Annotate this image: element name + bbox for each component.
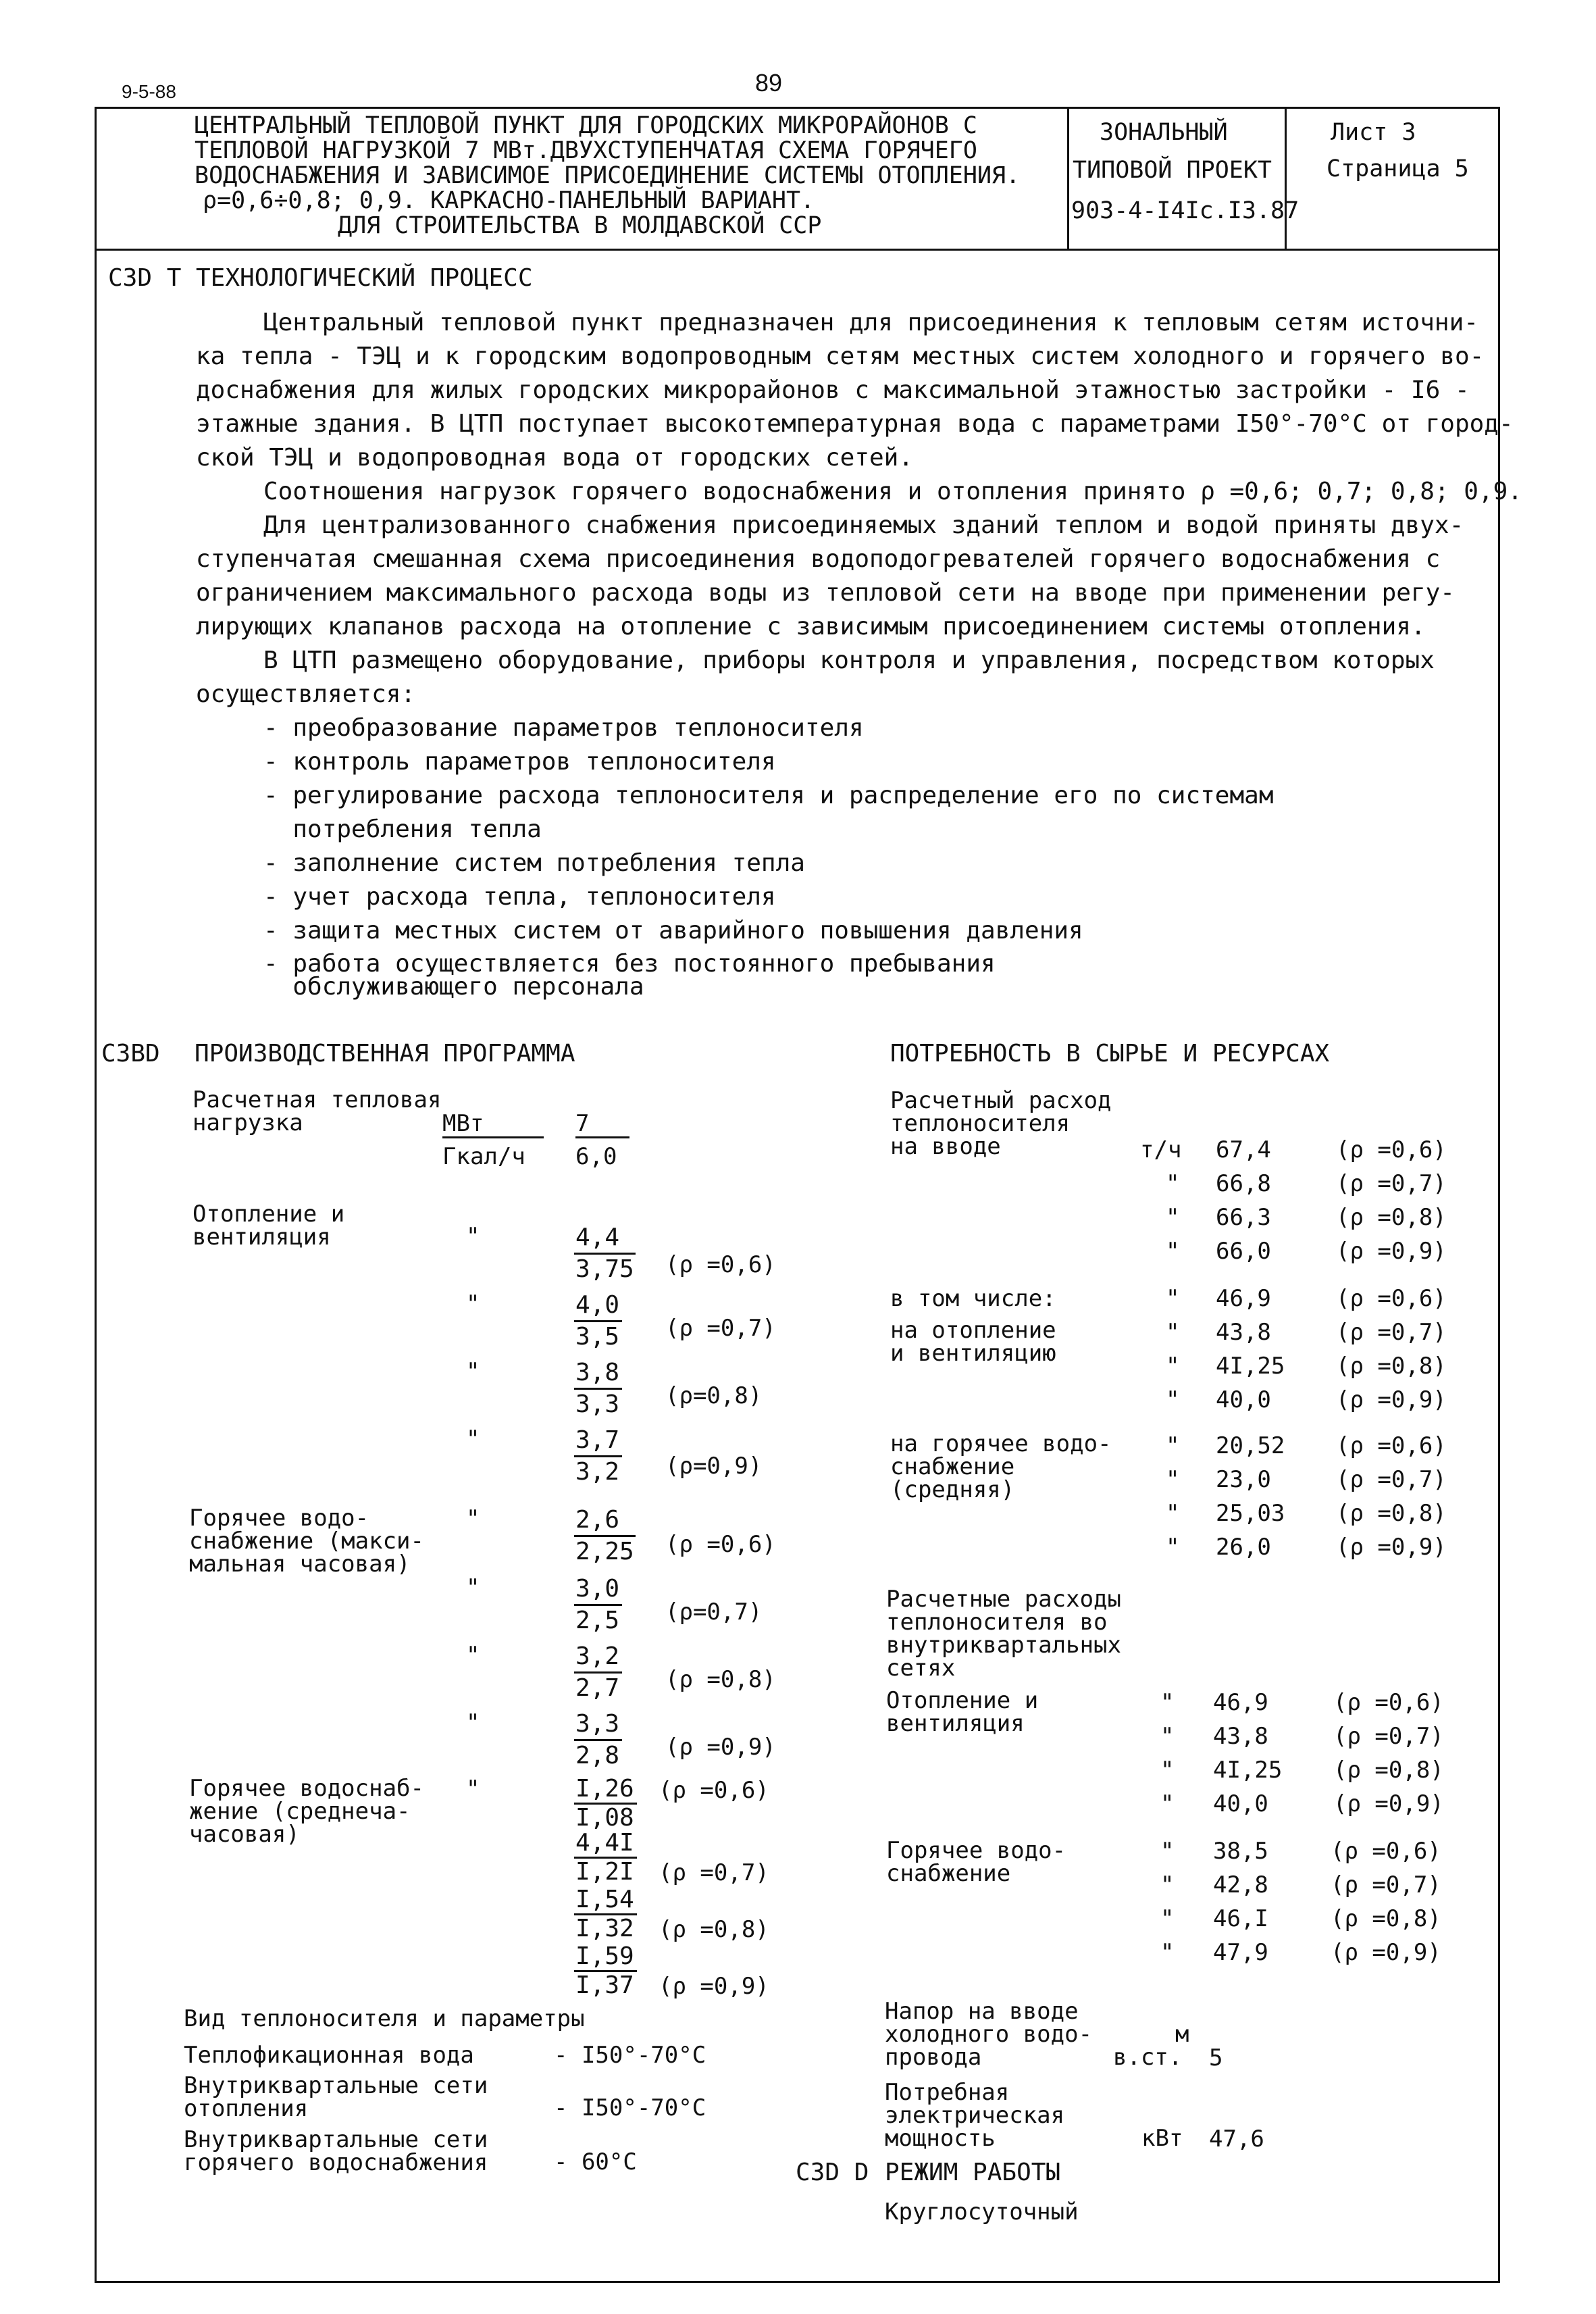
bullet-item: - контроль параметров теплоносителя: [263, 748, 776, 776]
rho-label: (ρ =0,9): [665, 1734, 776, 1761]
frac-bottom: 3,5: [575, 1323, 620, 1351]
title-block-divider-1: [1067, 107, 1069, 250]
bullet-item: - преобразование параметров теплоносителя: [263, 714, 864, 742]
params-title: Вид теплоносителя и параметры: [184, 2005, 585, 2032]
value-mw: 7: [575, 1111, 629, 1138]
heating-label: вентиляция: [192, 1224, 331, 1251]
ditto-mark: ": [1160, 1838, 1175, 1865]
paragraph-line: лирующих клапанов расхода на отопление с зависимым присоединением системы отопления.: [196, 613, 1426, 640]
hw-max-fraction-0-8: [574, 1642, 622, 1703]
rho-label: (ρ =0,7): [1336, 1319, 1447, 1346]
paragraph-line: В ЦТП размещено оборудование, приборы контроля и управления, посредством которых: [263, 647, 1435, 674]
frac-top: 4,4I: [574, 1830, 637, 1859]
bullet-item: потребления тепла: [263, 815, 542, 843]
sheet-label: Лист 3: [1331, 119, 1416, 146]
rho-label: (ρ =0,9): [1331, 1939, 1441, 1966]
unit-mw: МВт: [442, 1111, 544, 1138]
power-label: Потребная: [885, 2079, 1010, 2106]
inlet-label: теплоносителя: [890, 1110, 1071, 1137]
bullet-item: обслуживающего персонала: [263, 973, 644, 1001]
page-number: 89: [755, 69, 783, 97]
pressure-label: Напор на вводе: [885, 1998, 1079, 2025]
param-value: - I50°-70°C: [554, 2042, 706, 2069]
power-label: электрическая: [885, 2102, 1065, 2129]
incl-value: 40,0: [1216, 1386, 1271, 1413]
ditto-mark: ": [466, 1223, 480, 1250]
param-label: Теплофикационная вода: [184, 2042, 474, 2069]
rho-label: (ρ =0,8): [1336, 1500, 1447, 1527]
hw-max-label: мальная часовая): [189, 1551, 411, 1578]
project-type-1: ЗОНАЛЬНЫЙ: [1100, 119, 1228, 146]
rho-label: (ρ =0,8): [1333, 1757, 1444, 1784]
title-line-3: ВОДОСНАБЖЕНИЯ И ЗАВИСИМОЕ ПРИСОЕДИНЕНИЕ СИСТЕМЫ ОТОПЛЕНИЯ.: [195, 162, 1021, 189]
ditto-mark: ": [466, 1776, 480, 1803]
incl-label: и вентиляцию: [890, 1340, 1056, 1367]
rho-label: (ρ =0,6): [665, 1531, 776, 1558]
bullet-item: - учет расхода тепла, теплоносителя: [263, 883, 776, 911]
inlet-label: Расчетный расход: [890, 1087, 1112, 1114]
rho-label: (ρ =0,6): [1333, 1689, 1444, 1716]
paragraph-line: доснабжения для жилых городских микрорайонов с максимальной этажностью застройки - I6 -: [196, 376, 1470, 404]
hw-value: 25,03: [1216, 1500, 1285, 1527]
frac-top: I,54: [574, 1886, 637, 1915]
hw-avg-label: Горячее водоснаб-: [189, 1775, 424, 1802]
q-hw-label: снабжение: [886, 1860, 1011, 1887]
document-code: 9-5-88: [122, 81, 176, 102]
ditto-mark: ": [466, 1505, 480, 1532]
inlet-value: 66,8: [1216, 1170, 1271, 1197]
resources-title: ПОТРЕБНОСТЬ В СЫРЬЕ И РЕСУРСАХ: [890, 1040, 1330, 1067]
rho-label: (ρ =0,9): [659, 1973, 769, 2000]
q-hw-value: 46,I: [1213, 1905, 1268, 1932]
rho-label: (ρ =0,9): [1336, 1534, 1447, 1561]
unit-gcal: Гкал/ч: [442, 1143, 525, 1170]
param-value: - 60°C: [554, 2148, 637, 2175]
title-block-bottom: [95, 249, 1499, 251]
param-label: Внутриквартальные сети: [184, 2126, 488, 2153]
unit-t-per-h: т/ч: [1140, 1136, 1182, 1163]
frame-outer-top: [95, 107, 1499, 109]
hw-label: снабжение: [890, 1453, 1015, 1480]
rho-label: (ρ =0,7): [1336, 1170, 1447, 1197]
section1-code: C3D T: [108, 264, 182, 292]
hw-avg-label: жение (среднеча-: [189, 1798, 411, 1825]
incl-label: в том числе:: [890, 1285, 1056, 1312]
q-hw-value: 38,5: [1213, 1838, 1268, 1865]
paragraph-line: осуществляется:: [196, 680, 416, 708]
hw-avg-fraction-0-9: [574, 1943, 637, 1999]
value-gcal: 6,0: [575, 1143, 617, 1170]
q-heat-value: 46,9: [1213, 1689, 1268, 1716]
frac-top: 2,6: [574, 1505, 636, 1537]
paragraph-line: Соотношения нагрузок горячего водоснабжения и отопления принято ρ =0,6; 0,7; 0,8; 0,9.: [263, 478, 1522, 505]
page-label: Страница 5: [1327, 155, 1469, 182]
hw-avg-fraction-0-6: [574, 1776, 637, 1832]
ditto-mark: ": [1166, 1386, 1180, 1413]
project-type-2: ТИПОВОЙ ПРОЕКТ: [1073, 157, 1272, 184]
pressure-unit: м: [1175, 2021, 1189, 2048]
quarter-label: теплоносителя во: [886, 1609, 1108, 1636]
hw-avg-label: часовая): [189, 1821, 300, 1848]
paragraph-line: этажные здания. В ЦТП поступает высокотемпературная вода с параметрами I50°-70°C от город-: [196, 410, 1514, 438]
heating-fraction-0-7: [574, 1290, 622, 1352]
ditto-mark: ": [1166, 1534, 1180, 1561]
rho-label: (ρ =0,9): [1336, 1386, 1447, 1413]
param-label: отопления: [184, 2095, 309, 2122]
rho-label: (ρ =0,8): [1336, 1353, 1447, 1380]
ditto-mark: ": [466, 1574, 480, 1601]
pressure-unit: в.ст.: [1113, 2044, 1183, 2071]
inlet-value: 66,3: [1216, 1204, 1271, 1231]
ditto-mark: ": [1166, 1204, 1180, 1231]
project-code: 903-4-I4Ic.I3.87: [1071, 197, 1299, 224]
param-label: горячего водоснабжения: [184, 2149, 488, 2176]
power-label: мощность: [885, 2125, 996, 2152]
frac-bottom: I,2I: [575, 1858, 634, 1886]
power-unit: кВт: [1141, 2125, 1183, 2152]
bullet-item: - защита местных систем от аварийного повышения давления: [263, 917, 1083, 945]
load-label: нагрузка: [192, 1109, 303, 1136]
q-heat-value: 43,8: [1213, 1723, 1268, 1750]
ditto-mark: ": [1160, 1689, 1175, 1716]
pressure-label: провода: [885, 2044, 982, 2071]
hw-value: 23,0: [1216, 1466, 1271, 1493]
frac-top: 4,0: [574, 1290, 622, 1322]
paragraph-line: Центральный тепловой пункт предназначен для присоединения к тепловым сетям источни-: [263, 309, 1478, 336]
frac-top: 3,0: [574, 1574, 622, 1606]
heating-fraction-0-6: [574, 1223, 636, 1284]
q-hw-value: 42,8: [1213, 1871, 1268, 1898]
inlet-label: на вводе: [890, 1133, 1001, 1160]
load-label: Расчетная тепловая: [192, 1086, 442, 1113]
hw-max-fraction-0-7: [574, 1574, 622, 1636]
section3-code: C3D D: [796, 2159, 869, 2186]
paragraph-line: Для централизованного снабжения присоединяемых зданий теплом и водой приняты двух-: [263, 511, 1464, 539]
ditto-mark: ": [466, 1642, 480, 1669]
rho-label: (ρ =0,8): [1331, 1905, 1441, 1932]
title-line-2: ТЕПЛОВОЙ НАГРУЗКОЙ 7 МВт.ДВУХСТУПЕНЧАТАЯ СХЕМА ГОРЯЧЕГО: [195, 137, 977, 164]
title-line-5: ДЛЯ СТРОИТЕЛЬСТВА В МОЛДАВСКОЙ ССР: [338, 212, 822, 239]
frac-bottom: I,32: [575, 1915, 634, 1942]
ditto-mark: ": [1160, 1723, 1175, 1750]
q-heat-value: 4I,25: [1213, 1757, 1283, 1784]
incl-value: 46,9: [1216, 1285, 1271, 1312]
frac-bottom: I,08: [575, 1804, 634, 1832]
ditto-mark: ": [1166, 1466, 1180, 1493]
incl-label: на отопление: [890, 1317, 1056, 1344]
ditto-mark: ": [1166, 1353, 1180, 1380]
ditto-mark: ": [1160, 1757, 1175, 1784]
frac-top: I,26: [574, 1776, 637, 1805]
ditto-mark: ": [466, 1358, 480, 1385]
q-hw-value: 47,9: [1213, 1939, 1268, 1966]
ditto-mark: ": [1160, 1939, 1175, 1966]
q-heat-label: Отопление и: [886, 1687, 1039, 1714]
paragraph-line: ограничением максимального расхода воды из тепловой сети на вводе при применении регу-: [196, 579, 1455, 607]
q-heat-value: 40,0: [1213, 1790, 1268, 1817]
frac-bottom: 3,75: [575, 1255, 634, 1283]
ditto-mark: ": [466, 1709, 480, 1736]
ditto-mark: ": [1160, 1905, 1175, 1932]
rho-label: (ρ =0,6): [1331, 1838, 1441, 1865]
operating-mode-value: Круглосуточный: [885, 2198, 1079, 2225]
frac-top: 3,3: [574, 1709, 622, 1741]
frac-top: 3,8: [574, 1358, 622, 1390]
rho-label: (ρ =0,6): [659, 1777, 769, 1804]
title-line-1: ЦЕНТРАЛЬНЫЙ ТЕПЛОВОЙ ПУНКТ ДЛЯ ГОРОДСКИХ МИКРОРАЙОНОВ С: [195, 112, 977, 139]
rho-label: (ρ =0,6): [1336, 1136, 1447, 1163]
ditto-mark: ": [1166, 1500, 1180, 1527]
hw-avg-fraction-0-7: [574, 1830, 637, 1886]
quarter-label: Расчетные расходы: [886, 1586, 1121, 1613]
rho-label: (ρ =0,6): [1336, 1285, 1447, 1312]
rho-label: (ρ =0,6): [665, 1251, 776, 1278]
frac-bottom: 2,8: [575, 1742, 620, 1769]
rho-label: (ρ=0,7): [665, 1599, 763, 1626]
ditto-mark: ": [1166, 1319, 1180, 1346]
heating-fraction-0-8: [574, 1358, 622, 1419]
frac-bottom: I,37: [575, 1971, 634, 1999]
heating-fraction-0-9: [574, 1426, 622, 1487]
rho-label: (ρ=0,8): [665, 1382, 763, 1409]
rho-label: (ρ =0,8): [665, 1666, 776, 1693]
q-hw-label: Горячее водо-: [886, 1837, 1066, 1864]
frac-bottom: 2,7: [575, 1674, 620, 1702]
frac-top: I,59: [574, 1943, 637, 1972]
rho-label: (ρ =0,9): [1333, 1790, 1444, 1817]
ditto-mark: ": [1160, 1871, 1175, 1898]
hw-value: 20,52: [1216, 1432, 1285, 1459]
rho-label: (ρ =0,6): [1336, 1432, 1447, 1459]
rho-label: (ρ =0,7): [1336, 1466, 1447, 1493]
hw-max-label: снабжение (макси-: [189, 1528, 424, 1555]
frac-top: 3,7: [574, 1426, 622, 1457]
q-heat-label: вентиляция: [886, 1710, 1025, 1737]
frac-bottom: 2,25: [575, 1538, 634, 1565]
power-value: 47,6: [1209, 2126, 1264, 2153]
paragraph-line: ской ТЭЦ и водопроводная вода от городских сетей.: [196, 444, 914, 472]
param-label: Внутриквартальные сети: [184, 2072, 488, 2099]
ditto-mark: ": [1166, 1432, 1180, 1459]
rho-label: (ρ =0,8): [659, 1916, 769, 1943]
paragraph-line: ступенчатая смешанная схема присоединения водоподогревателей горячего водоснабжения с: [196, 545, 1441, 573]
hw-avg-fraction-0-8: [574, 1886, 637, 1942]
ditto-mark: ": [466, 1290, 480, 1317]
frac-bottom: 3,2: [575, 1458, 620, 1486]
inlet-value: 66,0: [1216, 1238, 1271, 1265]
hw-label: (средняя): [890, 1476, 1015, 1503]
section2-code: C3BD: [101, 1040, 160, 1067]
ditto-mark: ": [1166, 1170, 1180, 1197]
incl-value: 43,8: [1216, 1319, 1271, 1346]
rho-label: (ρ =0,8): [1336, 1204, 1447, 1231]
hw-label: на горячее водо-: [890, 1430, 1112, 1457]
heating-label: Отопление и: [192, 1201, 345, 1228]
paragraph-line: ка тепла - ТЭЦ и к городским водопроводным сетям местных систем холодного и горячего во-: [196, 343, 1485, 370]
hw-max-fraction-0-9: [574, 1709, 622, 1771]
section2-title: ПРОИЗВОДСТВЕННАЯ ПРОГРАММА: [195, 1040, 575, 1067]
ditto-mark: ": [466, 1426, 480, 1453]
section3-title: РЕЖИМ РАБОТЫ: [885, 2159, 1061, 2186]
ditto-mark: ": [1160, 1790, 1175, 1817]
hw-max-label: Горячее водо-: [189, 1505, 369, 1532]
rho-label: (ρ =0,7): [665, 1315, 776, 1342]
rho-label: (ρ =0,7): [659, 1859, 769, 1886]
inlet-value: 67,4: [1216, 1136, 1271, 1163]
title-block-divider-2: [1285, 107, 1287, 250]
hw-value: 26,0: [1216, 1534, 1271, 1561]
rho-label: (ρ =0,7): [1331, 1871, 1441, 1898]
title-line-4: ρ=0,6÷0,8; 0,9. КАРКАСНО-ПАНЕЛЬНЫЙ ВАРИАНТ.: [203, 187, 815, 214]
rho-label: (ρ=0,9): [665, 1453, 763, 1480]
frac-bottom: 2,5: [575, 1607, 620, 1634]
pressure-value: 5: [1209, 2044, 1223, 2071]
bullet-item: - работа осуществляется без постоянного пребывания: [263, 950, 996, 978]
quarter-label: внутриквартальных: [886, 1632, 1121, 1659]
frac-top: 3,2: [574, 1642, 622, 1674]
bullet-item: - заполнение систем потребления тепла: [263, 849, 805, 877]
rho-label: (ρ =0,9): [1336, 1238, 1447, 1265]
pressure-label: холодного водо-: [885, 2021, 1093, 2048]
frame-outer-bottom: [95, 2281, 1500, 2283]
rho-label: (ρ =0,7): [1333, 1723, 1444, 1750]
bullet-item: - регулирование расхода теплоносителя и распределение его по системам: [263, 782, 1274, 809]
frac-bottom: 3,3: [575, 1390, 620, 1418]
frac-top: 4,4: [574, 1223, 636, 1255]
hw-max-fraction-0-6: [574, 1505, 636, 1567]
section1-title: ТЕХНОЛОГИЧЕСКИЙ ПРОЦЕСС: [196, 264, 533, 292]
ditto-mark: ": [1166, 1238, 1180, 1265]
frame-outer-left: [95, 107, 97, 2282]
ditto-mark: ": [1166, 1285, 1180, 1312]
incl-value: 4I,25: [1216, 1353, 1285, 1380]
quarter-label: сетях: [886, 1655, 956, 1682]
param-value: - I50°-70°C: [554, 2094, 706, 2121]
